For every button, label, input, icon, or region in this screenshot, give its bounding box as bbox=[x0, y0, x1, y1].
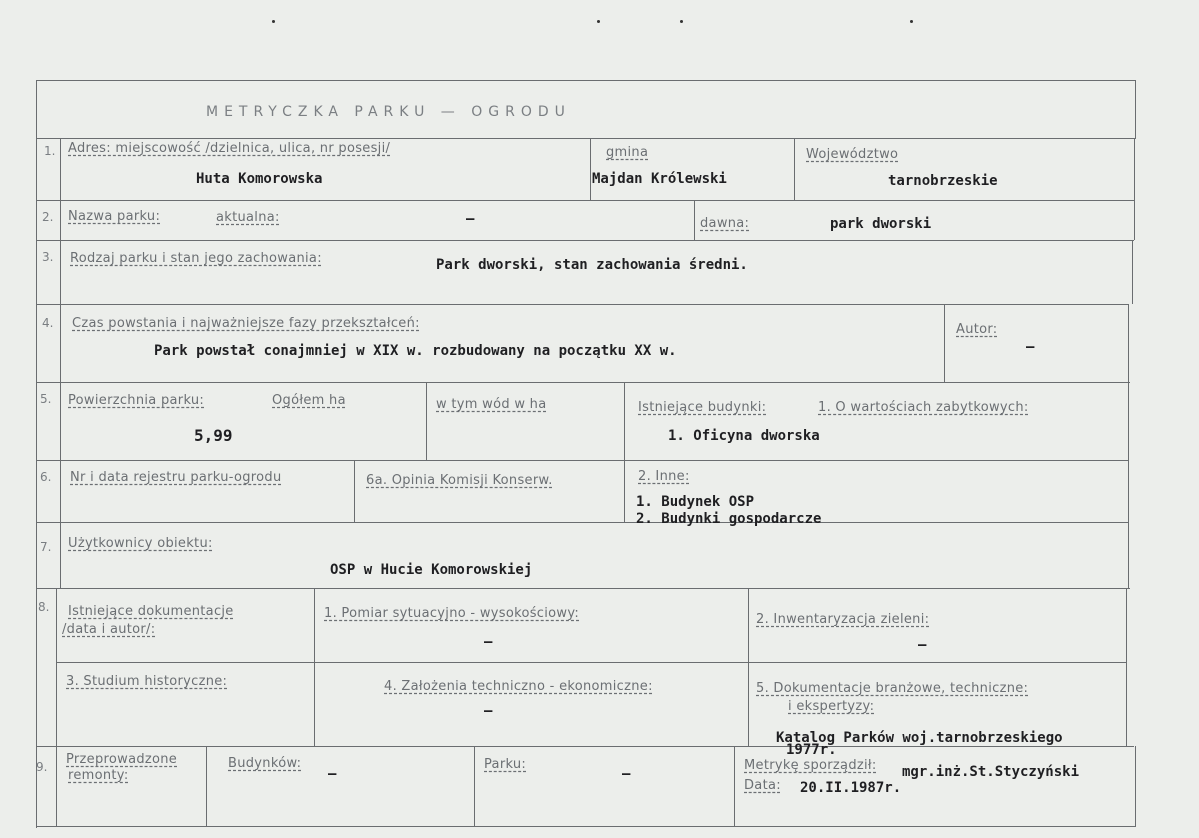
opinion-label: 6a. Opinia Komisji Konserw. bbox=[366, 473, 553, 488]
row-number: 2. bbox=[42, 210, 54, 224]
other-building-2: 2. Budynki gospodarcze bbox=[636, 511, 822, 527]
buildings-label: Istniejące budynki: bbox=[638, 400, 767, 415]
row-number: 8. bbox=[38, 600, 50, 614]
address-value: Huta Komorowska bbox=[196, 171, 323, 187]
technical-docs-label: 5. Dokumentacje branżowe, techniczne: bbox=[756, 681, 1029, 696]
date-label: Data: bbox=[744, 778, 781, 793]
address-label: Adres: miejscowość /dzielnica, ulica, nr posesji/ bbox=[68, 141, 391, 156]
total-area-label: Ogółem ha bbox=[272, 393, 346, 408]
former-name-label: dawna: bbox=[700, 216, 750, 231]
gmina-value: Majdan Królewski bbox=[592, 171, 727, 187]
row-number: 5. bbox=[40, 392, 52, 406]
park-repair-label: Parku: bbox=[484, 757, 527, 772]
historical-study-label: 3. Studium historyczne: bbox=[66, 674, 228, 689]
historic-buildings-label: 1. O wartościach zabytkowych: bbox=[818, 400, 1029, 415]
repairs-label: Przeprowadzone bbox=[66, 752, 178, 767]
register-label: Nr i data rejestru parku-ogrodu bbox=[70, 470, 282, 485]
greenery-inventory-value: – bbox=[918, 637, 927, 653]
punch-dot bbox=[910, 20, 913, 23]
row-number: 3. bbox=[42, 250, 54, 264]
park-type-value: Park dworski, stan zachowania średni. bbox=[436, 257, 748, 273]
current-name-label: aktualna: bbox=[216, 210, 280, 225]
voivodeship-label: Województwo bbox=[806, 147, 899, 162]
documentation-label: Istniejące dokumentacje bbox=[68, 604, 234, 619]
total-area-value: 5,99 bbox=[194, 426, 233, 445]
technical-docs-value: Katalog Parków woj.tarnobrzeskiego bbox=[776, 730, 1063, 746]
park-type-label: Rodzaj parku i stan jego zachowania: bbox=[70, 251, 322, 266]
other-building-1: 1. Budynek OSP bbox=[636, 494, 755, 510]
punch-dot bbox=[680, 20, 683, 23]
author-value: – bbox=[1026, 339, 1035, 355]
date-value: 20.II.1987r. bbox=[800, 780, 902, 796]
row-number: 9. bbox=[36, 760, 48, 774]
park-repair-value: – bbox=[622, 766, 631, 782]
park-area-label: Powierzchnia parku: bbox=[68, 393, 205, 408]
author-label: Autor: bbox=[956, 322, 998, 337]
row-number: 1. bbox=[44, 144, 56, 158]
row-number: 4. bbox=[42, 316, 54, 330]
punch-dot bbox=[597, 20, 600, 23]
survey-value: – bbox=[484, 634, 493, 650]
form-title: METRYCZKA PARKU — OGRODU bbox=[206, 104, 571, 120]
row-number: 7. bbox=[40, 540, 52, 554]
current-name-value: – bbox=[466, 211, 475, 227]
gmina-label: gmina bbox=[606, 145, 649, 160]
users-label: Użytkownicy obiektu: bbox=[68, 536, 213, 551]
creation-time-value: Park powstał conajmniej w XIX w. rozbudowany na początku XX w. bbox=[154, 343, 677, 359]
prepared-by-label: Metrykę sporządził: bbox=[744, 758, 877, 773]
water-area-label: w tym wód w ha bbox=[436, 397, 547, 412]
park-name-label: Nazwa parku: bbox=[68, 209, 161, 224]
greenery-inventory-label: 2. Inwentaryzacja zieleni: bbox=[756, 612, 930, 627]
prepared-by-value: mgr.inż.St.Styczyński bbox=[902, 764, 1080, 780]
repairs-label-2: remonty: bbox=[68, 768, 129, 783]
technical-docs-year: 1977r. bbox=[786, 742, 837, 758]
buildings-repair-value: – bbox=[328, 766, 337, 782]
voivodeship-value: tarnobrzeskie bbox=[888, 173, 998, 189]
row-number: 6. bbox=[40, 470, 52, 484]
creation-time-label: Czas powstania i najważniejsze fazy przekształceń: bbox=[72, 316, 420, 331]
historic-buildings-value: 1. Oficyna dworska bbox=[668, 428, 820, 444]
tech-econ-label: 4. Założenia techniczno - ekonomiczne: bbox=[384, 679, 653, 694]
survey-label: 1. Pomiar sytuacyjno - wysokościowy: bbox=[324, 606, 580, 621]
tech-econ-value: – bbox=[484, 703, 493, 719]
users-value: OSP w Hucie Komorowskiej bbox=[330, 562, 533, 578]
documentation-label-2: /data i autor/: bbox=[62, 622, 156, 637]
buildings-repair-label: Budynków: bbox=[228, 756, 302, 771]
other-buildings-label: 2. Inne: bbox=[638, 469, 690, 484]
punch-dot bbox=[272, 20, 275, 23]
former-name-value: park dworski bbox=[830, 216, 932, 232]
technical-docs-label-2: i ekspertyzy: bbox=[788, 699, 875, 714]
